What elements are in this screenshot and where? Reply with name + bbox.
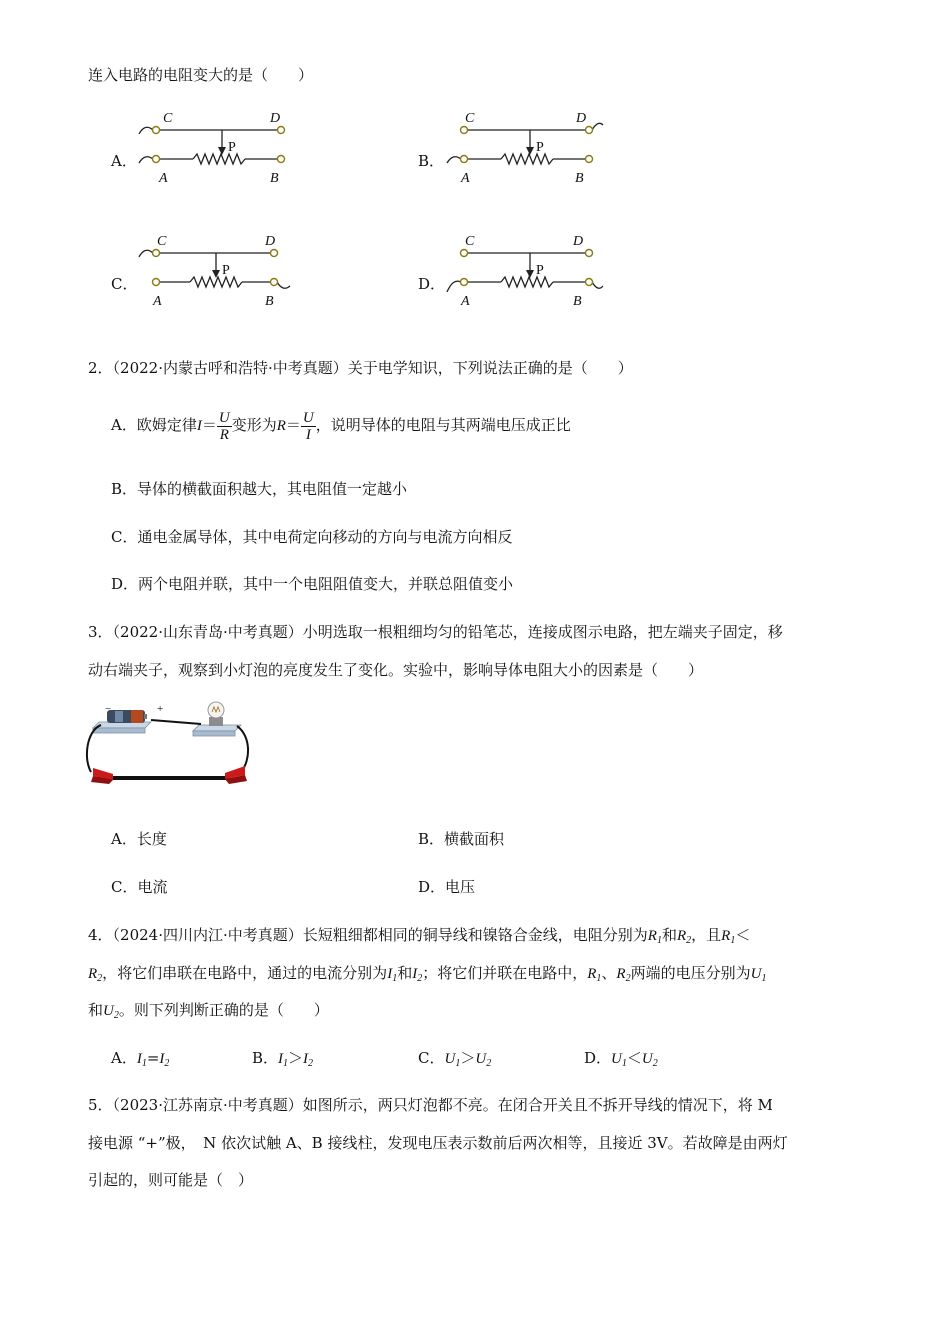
bulb <box>208 702 224 718</box>
wire-lead-b <box>277 282 290 288</box>
sym-r2: R <box>616 966 626 982</box>
sub-2: 2 <box>97 973 103 984</box>
q2-option-d: D．两个电阻并联，其中一个电阻阻值变大，并联总阻值变小 <box>111 575 514 593</box>
q4-line3 <box>88 999 329 1021</box>
q3-number: 3． <box>88 623 113 641</box>
sym-r2: R <box>676 928 687 944</box>
formula2-numerator: U <box>302 409 314 426</box>
sym-i2: I <box>159 1051 165 1067</box>
sub-2: 2 <box>113 1010 119 1021</box>
q1-diagram-b <box>443 105 608 190</box>
q4-text: 两端的电压分别为 <box>630 964 751 982</box>
q2-option-b: B．导体的横截面积越大，其电阻值一定越小 <box>111 480 408 498</box>
terminal-d: D <box>573 234 584 249</box>
q5-line1 <box>88 1094 773 1115</box>
q2-option-a-post: ，说明导体的电阻与其两端电压成正比 <box>315 416 571 434</box>
q5-source: （2023·江苏南京·中考真题） <box>112 1096 303 1114</box>
sym-u1: U <box>444 1051 456 1067</box>
battery-minus: − <box>105 703 112 715</box>
terminal-p: P <box>222 263 230 278</box>
formula1-eq: ＝ <box>201 416 217 434</box>
terminal-p: P <box>536 140 544 155</box>
q1-option-c-label: C． <box>111 275 138 293</box>
terminal-c: C <box>157 234 167 249</box>
sym-r1: R <box>721 928 731 944</box>
formula2-eq: ＝ <box>285 416 301 434</box>
q1-stem-tail: 连入电路的电阻变大的是（ ） <box>88 66 314 84</box>
sub-2: 2 <box>164 1058 170 1069</box>
q2-option-a-mid: 变形为 <box>231 416 277 434</box>
operator: = <box>146 1049 160 1067</box>
terminal-a: A <box>159 171 168 186</box>
q2-option-a <box>111 402 571 449</box>
sub-1: 1 <box>730 935 736 946</box>
sub-2: 2 <box>417 973 423 984</box>
sym-r1: R <box>647 928 657 944</box>
q4-text: ；将它们并联在电路中， <box>422 964 588 982</box>
sub-1: 1 <box>761 973 767 984</box>
q3-line1-text: 小明选取一根粗细均匀的铅笔芯，连接成图示电路，把左端夹子固定，移 <box>302 623 783 641</box>
q3-source: （2022·山东青岛·中考真题） <box>112 623 303 641</box>
q4-text: 和 <box>397 964 413 982</box>
wire-lead-a <box>139 157 153 163</box>
formula2-lhs: R <box>276 418 286 434</box>
battery-plus: + <box>157 703 164 715</box>
q3-stem-line2: 动右端夹子，观察到小灯泡的亮度发生了变化。实验中，影响导体电阻大小的因素是（ ） <box>88 661 704 679</box>
option-label: C． <box>418 1049 445 1067</box>
q4-option-c <box>418 1047 491 1069</box>
q4-text: 。则下列判断正确的是（ ） <box>118 1001 329 1019</box>
q1-diagram-d <box>443 228 608 313</box>
q4-text: ，将它们串联在电路中，通过的电流分别为 <box>102 964 388 982</box>
formula2-denominator: I <box>305 426 311 443</box>
formula1-denominator: R <box>219 426 229 443</box>
operator: ＞ <box>288 1049 304 1067</box>
wire-lead-a <box>447 157 461 163</box>
q4-text: ＜ <box>735 926 751 944</box>
sym-u2: U <box>103 1003 114 1019</box>
sym-u2: U <box>475 1051 487 1067</box>
terminal-b: B <box>265 294 274 309</box>
q5-number: 5． <box>88 1096 113 1114</box>
q3-stem-line1 <box>88 621 783 642</box>
q3-option-d: D．电压 <box>418 878 476 896</box>
sub-1: 1 <box>141 1058 147 1069</box>
sym-u2: U <box>641 1051 653 1067</box>
terminal-p: P <box>536 263 544 278</box>
resistor-coil <box>193 154 245 164</box>
sym-u1: U <box>750 966 762 982</box>
q2-stem-text: 关于电学知识，下列说法正确的是（ ） <box>347 359 633 377</box>
battery-holder <box>93 710 151 733</box>
q2-number: 2． <box>88 359 113 377</box>
q5-line2: 接电源 “+”极， N 依次试触 A、B 接线柱，发现电压表示数前后两次相等，且接近 3V。若故障是由两灯 <box>88 1134 788 1152</box>
q4-option-b <box>252 1047 313 1069</box>
operator: ＜ <box>626 1049 642 1067</box>
sub-2: 2 <box>486 1058 492 1069</box>
q4-text: ，且 <box>691 926 722 944</box>
terminal-d: D <box>576 111 587 126</box>
sub-1: 1 <box>392 973 398 984</box>
sub-2: 2 <box>308 1058 314 1069</box>
terminal-a: A <box>461 294 470 309</box>
terminal-c: C <box>465 234 475 249</box>
resistor-coil <box>501 277 553 287</box>
operator: ＞ <box>460 1049 476 1067</box>
formula1-fraction <box>217 410 232 443</box>
terminal-a: A <box>461 171 470 186</box>
sym-i1: I <box>136 1051 142 1067</box>
sub-1: 1 <box>455 1058 461 1069</box>
sub-1: 1 <box>283 1058 289 1069</box>
option-label: B． <box>252 1049 279 1067</box>
sub-2: 2 <box>652 1058 658 1069</box>
sym-u1: U <box>611 1051 622 1067</box>
wire-lead-b <box>592 282 603 288</box>
q2-stem <box>88 357 633 378</box>
terminal-p: P <box>228 140 236 155</box>
q4-number: 4． <box>88 926 113 944</box>
sym-i1: I <box>387 966 393 982</box>
q5-line1-text: 如图所示，两只灯泡都不亮。在闭合开关且不拆开导线的情况下，将 M <box>302 1096 773 1114</box>
q1-diagram-c <box>135 228 300 313</box>
sub-1: 1 <box>596 973 602 984</box>
q4-text: 、 <box>601 964 617 982</box>
left-clip <box>91 768 113 784</box>
sym-i1: I <box>278 1051 284 1067</box>
terminal-b: B <box>573 294 582 309</box>
terminal-a: A <box>153 294 162 309</box>
q4-option-d <box>584 1047 658 1069</box>
option-label: D． <box>584 1049 612 1067</box>
sub-1: 1 <box>656 935 662 946</box>
q1-option-a-label: A． <box>111 152 137 170</box>
q4-option-a <box>111 1047 169 1069</box>
q3-option-c: C．电流 <box>111 878 168 896</box>
wire-right <box>237 726 248 772</box>
terminal-d: D <box>270 111 281 126</box>
q1-option-b-label: B． <box>418 152 445 170</box>
terminal-c: C <box>163 111 173 126</box>
sym-r1: R <box>587 966 597 982</box>
q2-option-a-label: A． <box>111 416 137 434</box>
sym-r2: R <box>88 966 98 982</box>
wire-lead-c <box>139 127 153 134</box>
q4-source: （2024·四川内江·中考真题） <box>112 926 303 944</box>
resistor-coil <box>190 277 242 287</box>
wire-top <box>151 720 201 724</box>
q4-text: 和 <box>661 926 677 944</box>
q4-text: 长短粗细都相同的铜导线和镍铬合金线，电阻分别为 <box>302 926 648 944</box>
q3-option-a: A．长度 <box>111 830 167 848</box>
sym-i2: I <box>303 1051 309 1067</box>
terminal-c: C <box>465 111 475 126</box>
terminal-b: B <box>575 171 584 186</box>
q3-circuit-figure <box>85 698 255 798</box>
formula2-fraction <box>301 410 316 443</box>
sub-2: 2 <box>686 935 692 946</box>
sub-1: 1 <box>621 1058 627 1069</box>
option-label: A． <box>111 1049 137 1067</box>
right-clip <box>225 766 247 784</box>
q4-line2 <box>88 962 766 984</box>
q2-source: （2022·内蒙古呼和浩特·中考真题） <box>112 359 348 377</box>
wire-lead-c <box>139 250 153 257</box>
terminal-d: D <box>265 234 276 249</box>
formula1-lhs: I <box>196 418 202 434</box>
q4-text: 和 <box>88 1001 104 1019</box>
q1-diagram-a <box>135 105 295 190</box>
resistor-coil <box>501 154 553 164</box>
q1-option-d-label: D． <box>418 275 446 293</box>
q2-option-c: C．通电金属导体，其中电荷定向移动的方向与电流方向相反 <box>111 528 513 546</box>
wire-lead-a <box>447 281 461 292</box>
lamp-holder <box>193 702 241 736</box>
formula1-numerator: U <box>218 409 230 426</box>
q4-line1 <box>88 924 750 946</box>
sym-i2: I <box>412 966 418 982</box>
wire-lead-d <box>592 123 603 130</box>
q3-option-b: B．横截面积 <box>418 830 505 848</box>
q5-line3: 引起的，则可能是（ ） <box>88 1171 254 1189</box>
sub-2: 2 <box>625 973 631 984</box>
terminal-b: B <box>270 171 279 186</box>
q2-option-a-pre: 欧姆定律 <box>136 416 197 434</box>
